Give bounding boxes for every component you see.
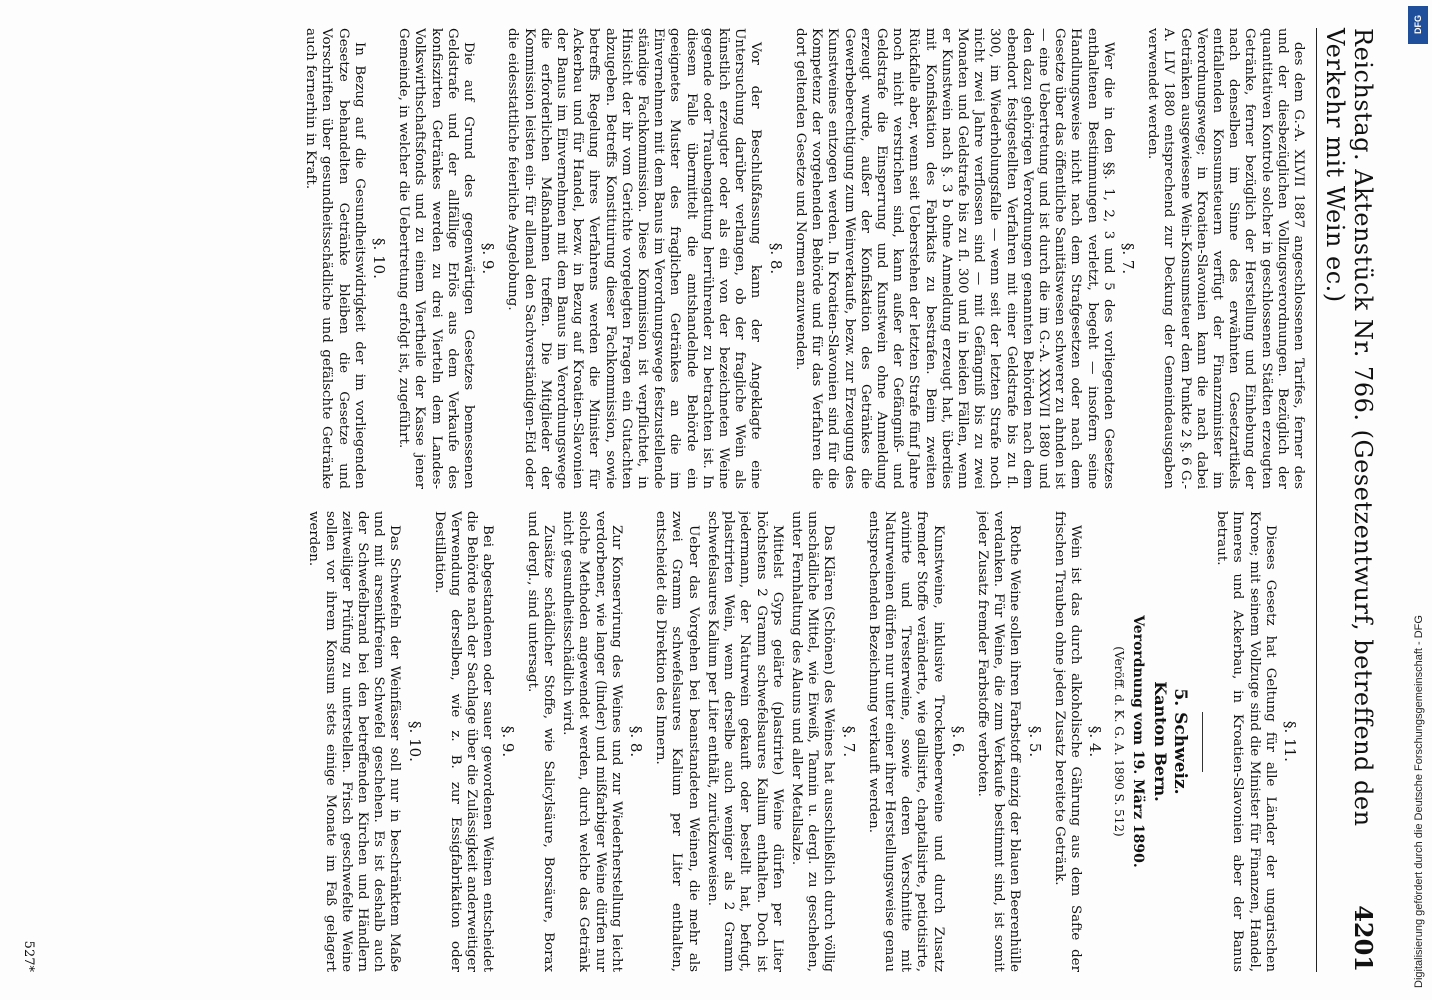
paragraph: des dem G.-A. XLVII 1887 angeschlossenen Tarifes, ferner des und der diesbezüglichen Vollzugsverordnungen. Bezüglich der quantitativen Kontrole solcher in geschlossenen Städten erzeugten Getränke, ferner bezüglich der Herstellung und Einhebung der nach denselben im Sinne des erwähnten Gesetzartikels entfallenden Konsumsteuern verfügt der Finanzminister im Verordnungswege; in Kroatien-Slavonien kann die nach dabei Getränken ausgewiesene Wein-Konsumsteuer dem Punkte 2 §. 6 G.-A. LIV 1880 entsprechend zur Deckung der Gemeindeausgaben verwendet werden.	[1145, 28, 1306, 489]
section-heading: §. 4.	[1086, 725, 1105, 758]
section-heading: §. 7.	[839, 725, 858, 758]
section-heading: §. 7.	[1118, 242, 1137, 275]
ordinance-title: Verordnung vom 19. März 1890.	[1129, 615, 1146, 868]
section-heading: §. 10.	[370, 238, 389, 279]
section-heading: §. 11.	[1281, 721, 1299, 762]
paragraph: Rothe Weine sollen ihren Farbstoff einzig der blauen Beerenhülle verdanken. Für Weine, die zum Verkaufe bestimmt sind, ist somit jeder Zusatz fremder Farbstoffe verboten.	[974, 511, 1023, 972]
paragraph: Dieses Gesetz hat Geltung für alle Länder der ungarischen Krone; mit seinem Vollzuge sind die Minister für Finanzen, Handel, Inneres und Ackerbau, in Kroatien-Slavonien aber der Banus betraut.	[1214, 511, 1278, 972]
dfg-sidebar	[1404, 0, 1432, 1000]
section-heading: §. 5.	[1025, 725, 1044, 758]
section-heading: §. 6.	[948, 725, 967, 758]
paragraph: In Bezug auf die Gesundheitswidrigkeit der im vorliegenden Gesetze behandelten Getränke bleiben die Gesetze und Vorschriften über gesundheitsschädliche und gefälschte Getränke auch fernerhin in Kraft.	[303, 28, 367, 489]
dfg-credit: Digitalisierung gefördert durch die Deutsche Forschungsgemeinschaft - DFG	[1413, 615, 1425, 988]
subheading: Kanton Bern.	[1150, 681, 1170, 802]
paragraph: Vor der Beschlußfassung kann der Angeklagte eine Untersuchung darüber verlangen, ob der fragliche Wein als künstlich erzeugter oder als ein von der bezeichneten Weine gegende oder Traubengattung herrührender zu betrachten ist. In diesem Falle übermittelt die amtshandelnde Behörde ein geeignetes Muster des fraglichen Getränkes an die im Einvernehmen mit dem Banus im Verordnungswege festzustellende ständige Fachkommission. Diese Kommission ist verpflichtet, in Hinsicht der ihr vom Gerichte vorgelegten Fragen ein Gutachten abzugeben. Betreffs Konstituirung dieser Fachkommission, sowie betreffs Regelung ihres Verfahrens werden die Minister für Ackerbau und für Handel, bezw. in Bezug auf Kroatien-Slavonien der Banus im Einvernehmen mit dem Banus im Verordnungswege die erforderlichen Maßnahmen treffen. Die Mitglieder der Kommission leisten ein- für allemal den Sachverständigen-Eid oder die eidesstattliche feierliche Angelobung.	[505, 28, 764, 489]
paragraph: Mittelst Gyps gelärte (plastrirte) Weine dürfen per Liter höchstens 2 Gramm schwefelsaures Kalium enthalten. Doch ist jedermann, der Naturwein gekauft oder bestellt hat, befugt, plastrirten Wein, wenn derselbe auch weniger als 2 Gramm schwefelsaures Kalium per Liter enthält, zurückzuweisen.	[704, 511, 785, 972]
paragraph: Die auf Grund des gegenwärtigen Gesetzes bemessenen Geldstrafe und der allfällige Erlös aus dem Verkaufe des konfiszirten Getränkes werden zu drei Vierteln dem Landes-Volkswirthschaftsfonds und zu einem Viertheile der Kasse jener Gemeinde, in welcher die Uebertretung erfolgt ist, zugeführt.	[396, 28, 477, 489]
paragraph: Das Schwefeln der Weinfässer soll nur in beschränktem Maße und mit arsenikfreiem Schwefel geschehen. Es ist deshalb auch der Schwefelbrand bei den betreffenden Kirchen und Händlern zeitweiliger Prüfung zu unterstellen. Frisch geschwefelte Weine sollen vor ihrem Konsum stets einige Monate im Faß gelagert werden.	[306, 511, 403, 972]
paragraph: Zur Konservirung des Weines und zur Wiederherstellung leicht verdorbener, wie langer (linder) und mißfarbiger Weine dürfen nur solche Methoden angewendet werden, durch welche das Getränk nicht gesundheitsschädlich wird.	[560, 511, 624, 972]
paragraph: Wer die in den §§. 1, 2, 3 und 5 des vorliegenden Gesetzes enthaltenen Bestimmungen verletzt, begeht — insofern seine Handlungsweise nicht nach dem Strafgesetzen oder nach dem Gesetze über das öffentliche Sanitätswesen schwerer zu ahnden ist — eine Uebertretung und ist durch die im G.-A. XXXVII 1880 und den dazu gehörigen Verordnungen genannten Behörden nach dem ebendort festgestellten Verfahren mit einer Geldstrafe bis zu fl. 300, im Wiederholungsfalle — wenn seit der letzten Strafe noch nicht zwei Jahre verflossen sind — mit Gefängniß bis zu zwei Monaten und Geldstrafe bis zu fl. 300 und in beiden Fällen, wenn er Kunstwein nach §. 3 b ohne Anmeldung erzeugt hat, überdies mit Konfiskation des Fabrikats zu bestrafen. Beim zweiten Rückfalle aber, wenn seit Ueberstehen der letzten Strafe fünf Jahre noch nicht verstrichen sind, kann außer der Gefängniß- und Geldstrafe die Einsperrung und Kunstwein ohne Anmeldung erzeugt wurde, außer der Konfiskation des Getränkes die Gewerbeberechtigung zum Weinverkaufe, bezw. zur Erzeugung des Kunstweines entzogen werden. In Kroatien-Slavonien sind für die Kompetenz der vorgehenden Behörde und für das Verfahren die dort geltenden Gesetze und Normen anzuwenden.	[792, 28, 1116, 489]
paragraph: Ueber das Vorgehen bei beanstandeten Weinen, die mehr als zwei Gramm schwefelsaures Kalium per Liter enthalten, entscheidet die Direktion des Innern.	[653, 511, 701, 972]
citation: (Veröff. d. K. G. A. 1890 S. 512)	[1112, 646, 1127, 837]
left-column	[56, 28, 1306, 489]
section-heading: §. 10.	[405, 721, 424, 762]
right-column	[56, 511, 1306, 972]
section-heading: §. 8.	[627, 725, 646, 758]
section-heading: §. 8.	[766, 242, 785, 275]
page-number: 4201	[1349, 905, 1378, 972]
rotated-page	[21, 0, 1396, 1000]
section-rule	[1202, 712, 1203, 772]
paragraph: Zusätze schädlicher Stoffe, wie Salicylsäure, Borsäure, Borax und dergl., sind untersagt.	[524, 511, 557, 972]
section-heading: §. 9.	[498, 725, 517, 758]
paragraph: Kunstweine, inklusive Trockenbeerweine und durch Zusatz fremder Stoffe veränderte, wie gallisirte, chaptalisirte, petiotisirte, avinirte und Tresterweine, sowie deren Verschnitte mit Naturweinen dürfen nur unter einer ihrer Herstellungsweise genau entsprechenden Bezeichnung verkauft werden.	[865, 511, 946, 972]
paragraph: Das Klären (Schönen) des Weines hat ausschließlich durch völlig unschädliche Mittel, wie Eiweiß, Tannin u. dergl. zu geschehen, unter Fernhaltung des Alauns und aller Metallsalze.	[788, 511, 837, 972]
chapter-heading: 5. Schweiz.	[1169, 688, 1190, 795]
paragraph: Bei abgestandenen oder sauer gewordenen Weinen entscheidet die Behörde nach der Sachlage über die Zulässigkeit anderweitiger Verwendung derselben, wie z. B. zur Essigfabrikation oder Destillation.	[431, 511, 496, 972]
page-header	[1316, 28, 1378, 972]
dfg-logo: DFG	[1408, 6, 1428, 44]
page-footer: 527*	[21, 940, 36, 972]
section-heading: §. 9.	[479, 242, 498, 275]
paragraph: Wein ist das durch alkoholische Gährung aus dem Safte der frischen Trauben ohne jeden Zusatz bereitete Getränk.	[1051, 511, 1083, 972]
running-title: Reichstag. Aktenstück Nr. 766. (Gesetzentwurf, betreffend den Verkehr mit Wein ec.)	[1321, 28, 1377, 827]
